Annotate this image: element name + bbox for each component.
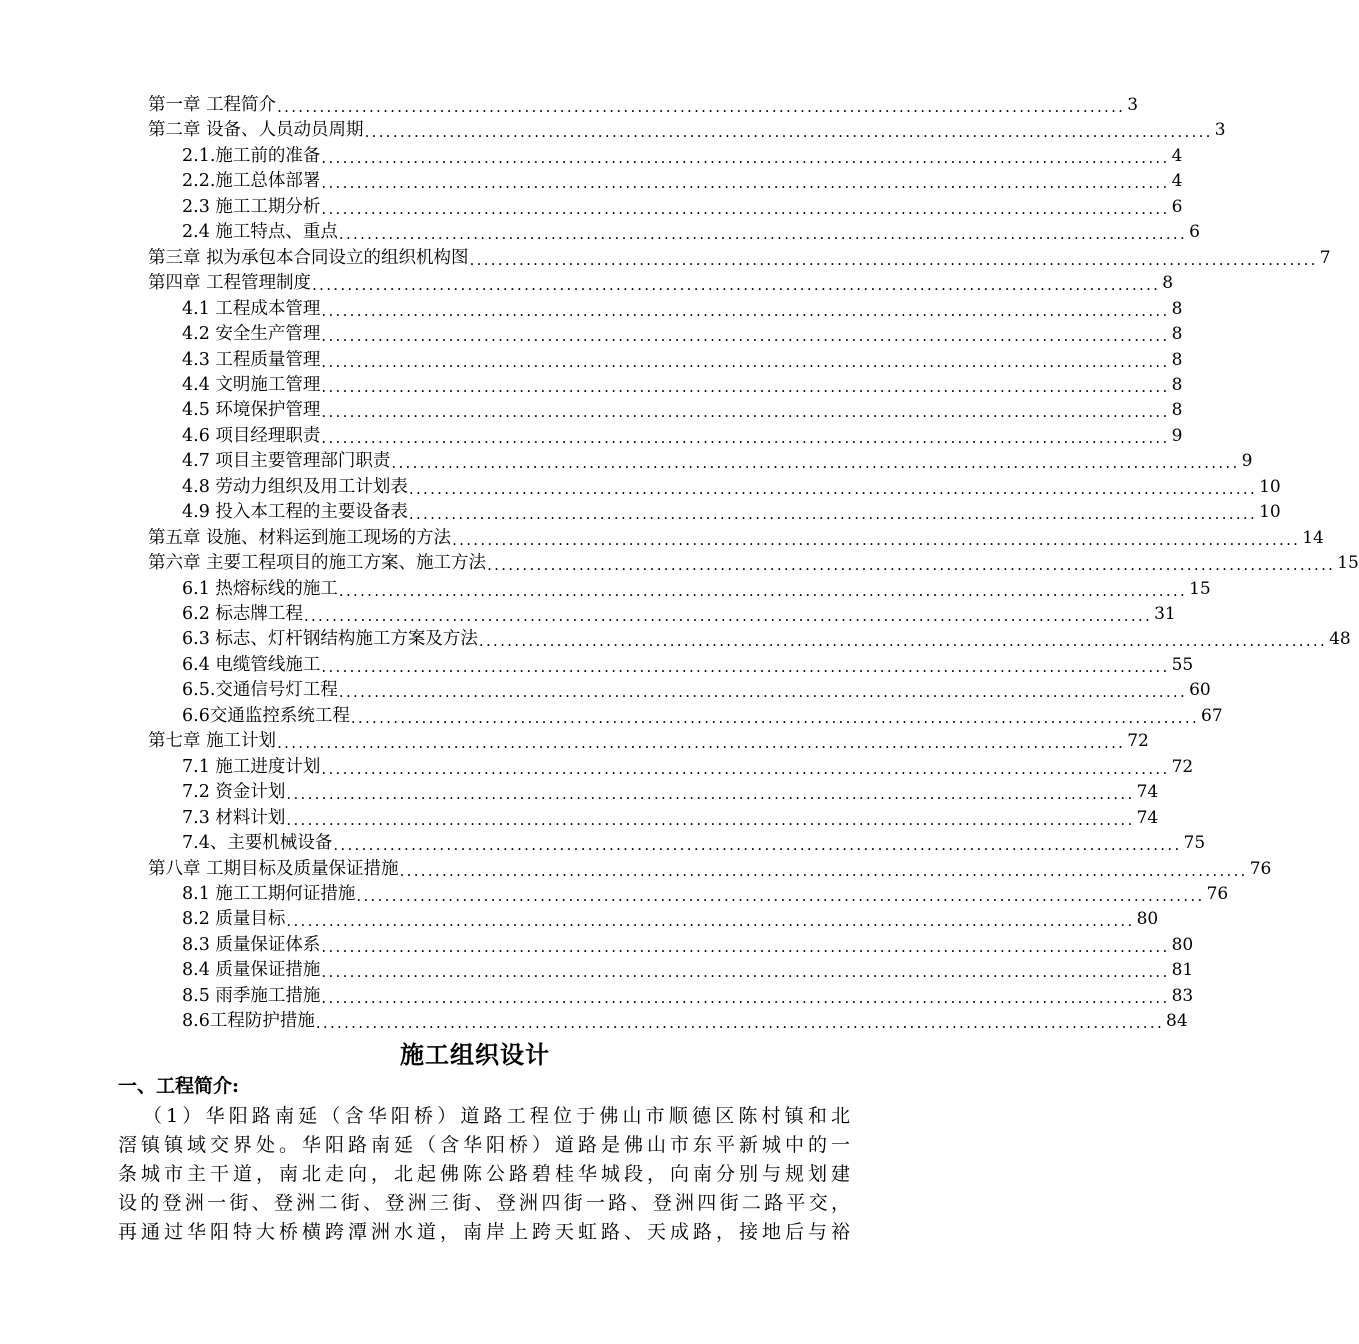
toc-entry[interactable] — [182, 322, 1183, 346]
toc-entry[interactable] — [182, 755, 1194, 779]
toc-entry-page-number: 8 — [1162, 273, 1174, 294]
toc-entry-page-number: 31 — [1154, 604, 1176, 624]
toc-entry[interactable] — [182, 220, 1200, 244]
toc-entry-page-number: 48 — [1329, 629, 1351, 650]
toc-entry-label: 6.6交通监控系统工程 — [182, 705, 350, 726]
toc-entry[interactable] — [182, 907, 1159, 931]
toc-entry-label: 6.1 热熔标线的施工 — [182, 578, 338, 599]
toc-dot-leader: ........................................................................................................................ — [478, 632, 1328, 651]
toc-entry-label: 8.4 质量保证措施 — [182, 960, 321, 981]
toc-entry[interactable] — [182, 500, 1281, 524]
toc-entry-label: 2.4 施工特点、重点 — [182, 222, 338, 243]
toc-entry-page-number: 72 — [1127, 731, 1149, 752]
toc-entry[interactable] — [182, 348, 1183, 372]
toc-dot-leader: ........................................................................................................................ — [356, 886, 1205, 905]
toc-dot-leader: ........................................................................................................................ — [338, 581, 1188, 600]
toc-dot-leader: ........................................................................................................................ — [452, 530, 1301, 549]
toc-entry-label: 第三章 拟为承包本合同设立的组织机构图 — [148, 247, 469, 268]
paragraph-line: 再通过华阳特大桥横跨潭洲水道，南岸上跨天虹路、天成路，接地后与裕 — [118, 1221, 850, 1243]
toc-entry[interactable] — [182, 1009, 1188, 1033]
toc-entry-label: 6.4 电缆管线施工 — [182, 654, 321, 675]
toc-entry-label: 4.8 劳动力组织及用工计划表 — [182, 476, 408, 497]
body-paragraph — [118, 1102, 850, 1247]
toc-entry-label: 8.6工程防护措施 — [182, 1011, 315, 1032]
toc-entry[interactable] — [182, 577, 1211, 601]
toc-entry-label: 8.5 雨季施工措施 — [182, 985, 321, 1006]
toc-entry-page-number: 74 — [1136, 782, 1159, 803]
toc-entry-label: 4.1 工程成本管理 — [182, 298, 321, 319]
toc-entry-label: 8.1 施工工期何证措施 — [182, 883, 356, 904]
toc-entry-page-number: 76 — [1249, 858, 1272, 879]
toc-dot-leader: ........................................................................................................................ — [321, 377, 1170, 396]
toc-entry-page-number: 8 — [1171, 298, 1183, 319]
paragraph-line: （1）华阳路南延（含华阳桥）道路工程位于佛山市顺德区陈村镇和北 — [143, 1105, 850, 1127]
toc-entry-label: 7.2 资金计划 — [182, 782, 286, 803]
toc-entry[interactable] — [182, 653, 1194, 677]
toc-entry[interactable] — [182, 627, 1351, 651]
toc-entry[interactable] — [182, 984, 1194, 1008]
toc-entry-label: 第二章 设备、人员动员周期 — [148, 120, 364, 141]
toc-dot-leader: ........................................................................................................................ — [303, 607, 1153, 625]
toc-entry-page-number: 8 — [1171, 324, 1183, 345]
toc-dot-leader: ........................................................................................................................ — [321, 199, 1170, 218]
toc-dot-leader: ........................................................................................................................ — [277, 734, 1126, 753]
toc-dot-leader: ........................................................................................................................ — [321, 148, 1170, 167]
toc-entry-page-number: 76 — [1206, 883, 1229, 904]
toc-dot-leader: ........................................................................................................................ — [286, 912, 1135, 931]
toc-entry-label: 第五章 设施、材料运到施工现场的方法 — [148, 527, 452, 548]
toc-dot-leader: ........................................................................................................................ — [315, 1014, 1165, 1033]
toc-entry-label: 6.2 标志牌工程 — [182, 604, 303, 624]
toc-entry-page-number: 6 — [1171, 196, 1183, 217]
paragraph-line: 条城市主干道，南北走向，北起佛陈公路碧桂华城段，向南分别与规划建 — [118, 1163, 850, 1185]
toc-entry[interactable] — [182, 806, 1159, 830]
toc-dot-leader: ........................................................................................................................ — [338, 683, 1188, 702]
toc-entry-page-number: 8 — [1171, 400, 1183, 421]
toc-entry-page-number: 81 — [1171, 960, 1194, 981]
toc-entry-page-number: 10 — [1259, 476, 1281, 497]
toc-entry[interactable] — [182, 373, 1183, 397]
toc-entry-page-number: 8 — [1171, 374, 1183, 395]
toc-entry[interactable] — [148, 246, 1331, 270]
toc-entry-page-number: 80 — [1171, 934, 1194, 955]
toc-entry-page-number: 67 — [1201, 705, 1223, 726]
toc-dot-leader: ........................................................................................................................ — [408, 505, 1258, 524]
toc-entry[interactable] — [182, 882, 1229, 906]
toc-entry-label: 4.7 项目主要管理部门职责 — [182, 451, 391, 472]
toc-dot-leader: ........................................................................................................................ — [338, 225, 1188, 244]
toc-entry-page-number: 84 — [1166, 1011, 1188, 1032]
toc-entry[interactable] — [148, 551, 1359, 575]
toc-dot-leader: ........................................................................................................................ — [399, 861, 1248, 880]
toc-dot-leader: ........................................................................................................................ — [321, 988, 1170, 1007]
toc-entry[interactable] — [182, 424, 1183, 448]
section-heading: 一、工程简介: — [118, 1075, 240, 1097]
paragraph-line: 滘镇镇域交界处。华阳路南延（含华阳桥）道路是佛山市东平新城中的一 — [118, 1134, 850, 1156]
toc-entry-page-number: 55 — [1171, 654, 1194, 675]
toc-dot-leader: ........................................................................................................................ — [391, 454, 1240, 473]
toc-entry-page-number: 83 — [1171, 985, 1194, 1006]
toc-entry-label: 4.5 环境保护管理 — [182, 400, 321, 421]
toc-entry-label: 8.3 质量保证体系 — [182, 934, 321, 955]
toc-entry-label: 6.5.交通信号灯工程 — [182, 680, 338, 701]
toc-entry-page-number: 10 — [1259, 502, 1281, 523]
toc-dot-leader: ........................................................................................................................ — [321, 174, 1170, 193]
toc-entry-label: 4.9 投入本工程的主要设备表 — [182, 502, 408, 523]
toc-dot-leader: ........................................................................................................................ — [364, 123, 1213, 142]
toc-dot-leader: ........................................................................................................................ — [286, 785, 1135, 804]
toc-entry-label: 第六章 主要工程项目的施工方案、施工方法 — [148, 553, 487, 574]
toc-entry-label: 2.1.施工前的准备 — [182, 145, 321, 166]
toc-entry[interactable] — [182, 704, 1223, 728]
toc-entry-page-number: 60 — [1189, 680, 1211, 701]
toc-entry[interactable] — [182, 144, 1183, 168]
toc-entry-page-number: 9 — [1171, 425, 1183, 446]
toc-entry-label: 4.4 文明施工管理 — [182, 374, 321, 395]
toc-entry[interactable] — [148, 729, 1149, 753]
toc-dot-leader: ........................................................................................................................ — [312, 276, 1161, 295]
toc-entry-page-number: 4 — [1171, 171, 1183, 192]
toc-entry-label: 7.1 施工进度计划 — [182, 756, 321, 777]
toc-entry-label: 7.4、主要机械设备 — [182, 833, 333, 854]
toc-entry[interactable] — [182, 933, 1194, 957]
toc-entry-page-number: 72 — [1171, 756, 1194, 777]
toc-entry-label: 4.3 工程质量管理 — [182, 349, 321, 370]
toc-dot-leader: ........................................................................................................................ — [408, 479, 1258, 498]
toc-entry-label: 第七章 施工计划 — [148, 731, 277, 752]
toc-dot-leader: ........................................................................................................................ — [321, 759, 1170, 778]
toc-dot-leader: ........................................................................................................................ — [321, 327, 1170, 346]
toc-entry[interactable] — [182, 449, 1253, 473]
toc-entry[interactable] — [148, 271, 1174, 295]
toc-entry-label: 8.2 质量目标 — [182, 909, 286, 930]
toc-entry-label: 第八章 工期目标及质量保证措施 — [148, 858, 399, 879]
toc-entry-page-number: 3 — [1214, 120, 1226, 141]
toc-entry-label: 第四章 工程管理制度 — [148, 273, 312, 294]
toc-entry[interactable] — [148, 93, 1139, 117]
toc-dot-leader: ........................................................................................................................ — [321, 403, 1170, 422]
toc-entry-label: 7.3 材料计划 — [182, 807, 286, 828]
toc-entry-page-number: 75 — [1183, 833, 1206, 854]
toc-entry-page-number: 74 — [1136, 807, 1159, 828]
toc-entry-page-number: 8 — [1171, 349, 1183, 370]
toc-entry[interactable] — [182, 831, 1206, 855]
toc-entry[interactable] — [182, 398, 1183, 422]
toc-entry[interactable] — [148, 526, 1324, 550]
toc-entry-page-number: 14 — [1302, 527, 1324, 548]
toc-entry[interactable] — [182, 678, 1211, 702]
toc-entry[interactable] — [182, 475, 1281, 499]
toc-dot-leader: ........................................................................................................................ — [321, 937, 1170, 956]
toc-entry[interactable] — [182, 780, 1159, 804]
toc-entry-page-number: 80 — [1136, 909, 1159, 930]
toc-dot-leader: ........................................................................................................................ — [321, 428, 1170, 447]
toc-entry[interactable] — [182, 297, 1183, 321]
toc-dot-leader: ........................................................................................................................ — [333, 836, 1182, 855]
document-title: 施工组织设计 — [400, 1040, 550, 1069]
toc-dot-leader: ........................................................................................................................ — [321, 352, 1170, 371]
toc-entry[interactable] — [182, 169, 1183, 193]
toc-entry-page-number: 9 — [1241, 451, 1253, 472]
toc-dot-leader: ........................................................................................................................ — [469, 250, 1318, 269]
toc-entry-label: 2.2.施工总体部署 — [182, 171, 321, 192]
toc-entry-page-number: 15 — [1337, 553, 1359, 574]
toc-dot-leader: ........................................................................................................................ — [321, 963, 1170, 982]
toc-entry[interactable] — [182, 958, 1194, 982]
toc-dot-leader: ........................................................................................................................ — [487, 556, 1336, 575]
toc-entry-label: 4.6 项目经理职责 — [182, 425, 321, 446]
paragraph-line: 设的登洲一街、登洲二街、登洲三街、登洲四街一路、登洲四街二路平交， — [118, 1192, 850, 1214]
toc-entry[interactable] — [182, 195, 1183, 219]
toc-dot-leader: ........................................................................................................................ — [350, 708, 1200, 727]
toc-dot-leader: ........................................................................................................................ — [321, 301, 1170, 320]
toc-entry-label: 6.3 标志、灯杆钢结构施工方案及方法 — [182, 629, 478, 650]
toc-entry[interactable] — [182, 602, 1176, 626]
toc-dot-leader: ........................................................................................................................ — [286, 810, 1135, 829]
toc-entry-page-number: 4 — [1171, 145, 1183, 166]
toc-dot-leader: ........................................................................................................................ — [321, 657, 1170, 676]
toc-entry-label: 2.3 施工工期分析 — [182, 196, 321, 217]
toc-dot-leader: ........................................................................................................................ — [277, 98, 1126, 116]
toc-entry-page-number: 3 — [1127, 95, 1139, 115]
toc-entry[interactable] — [148, 118, 1226, 142]
toc-entry[interactable] — [148, 857, 1272, 881]
toc-entry-page-number: 15 — [1189, 578, 1211, 599]
toc-entry-label: 第一章 工程简介 — [148, 95, 277, 115]
toc-entry-page-number: 7 — [1319, 247, 1331, 268]
toc-entry-page-number: 6 — [1189, 222, 1200, 243]
toc-entry-label: 4.2 安全生产管理 — [182, 324, 321, 345]
